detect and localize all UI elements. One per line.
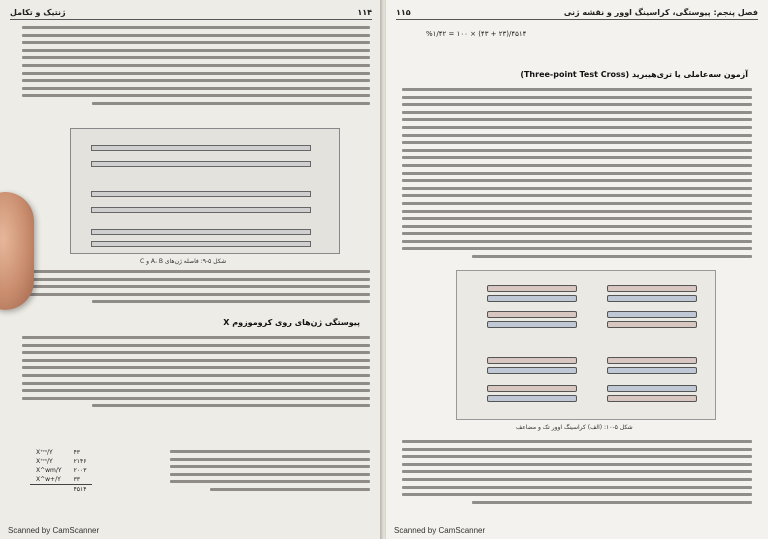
table-row: X⁺ᵐ/Y ۴۳ xyxy=(36,449,81,456)
right-page xyxy=(386,0,768,539)
right-page-header xyxy=(396,6,758,20)
table-total-row: ۴۵۱۴ xyxy=(30,485,92,495)
right-figure-caption: شکل ۵-۱۰: (الف) کراسینگ اوور تک و مضاعف xyxy=(516,424,633,431)
gene-map-figure xyxy=(70,128,340,254)
left-page-header xyxy=(10,6,372,20)
table-row: X⁺ᵐ/Y ۲۱۴۶ xyxy=(36,458,87,465)
left-figure-caption: شکل ۵-۹: فاصله ژن‌های A، B و C xyxy=(140,258,227,265)
left-page xyxy=(0,0,382,539)
table-row: X^w+/Y ۳۳ xyxy=(36,476,81,483)
right-paragraph-bottom xyxy=(402,440,752,508)
left-section-heading: پیوستگی ژن‌های روی کروموزوم X xyxy=(223,318,360,327)
left-running-head: ژنتیک و تکامل xyxy=(10,8,66,17)
left-side-paragraph xyxy=(170,450,370,496)
thumb-in-frame xyxy=(0,192,34,310)
left-page-number: ۱۱۴ xyxy=(357,8,372,17)
left-scanner-label: Scanned by CamScanner xyxy=(8,526,100,535)
left-paragraph-bottom xyxy=(22,336,370,412)
crossover-figure xyxy=(456,270,716,420)
right-scanner-label: Scanned by CamScanner xyxy=(394,526,486,535)
cross-result-table xyxy=(30,448,92,494)
left-paragraph-top xyxy=(22,26,370,110)
table-row: X^wm/Y ۲۰۰۳ xyxy=(36,467,87,474)
right-paragraph-top xyxy=(402,88,752,263)
right-section-heading: آزمون سه‌عاملی یا تری‌هیبرید (Three-point Test Cross) xyxy=(520,70,748,79)
right-page-number: ۱۱۵ xyxy=(396,8,411,17)
right-running-head: فصل پنجم: پیوستگی، کراسینگ اوور و نقشه ژنی xyxy=(563,8,758,17)
distance-formula: %۱/۴۲ = ۱۰۰ × (۴۳ + ۲۳)/۴۵۱۴ xyxy=(426,30,527,38)
left-paragraph-middle xyxy=(22,270,370,308)
